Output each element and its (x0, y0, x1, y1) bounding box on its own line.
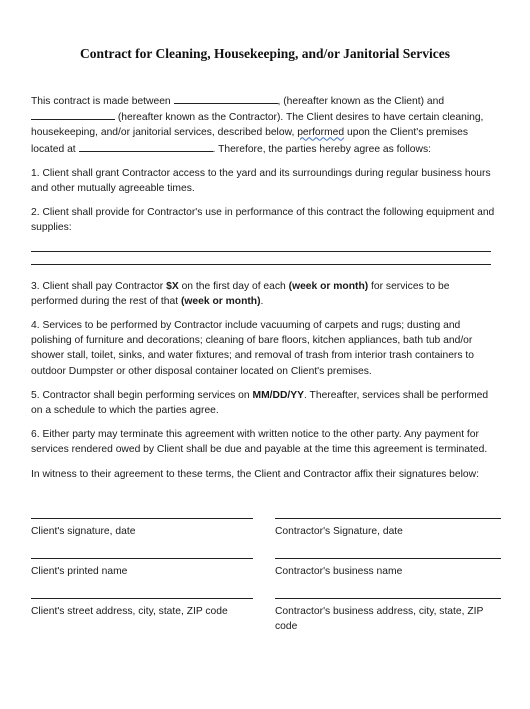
equipment-line[interactable] (31, 252, 491, 265)
intro-paragraph (31, 93, 497, 157)
premises-address-blank[interactable] (79, 141, 213, 152)
intro-text-5: . Therefore, the parties hereby agree as follows: (212, 143, 431, 155)
contractor-name-blank[interactable] (31, 109, 115, 120)
contractor-business-name-field[interactable] (275, 558, 501, 598)
contractor-signature-label: Contractor's Signature, date (275, 526, 403, 537)
name-row (31, 558, 501, 598)
client-address-field[interactable] (31, 598, 253, 638)
clause-2: 2. Client shall provide for Contractor's use in performance of this contract the following equipment and supplies: (31, 207, 495, 234)
client-name-blank[interactable] (174, 93, 278, 104)
witness-paragraph: In witness to their agreement to these terms, the Client and Contractor affix their signatures below: (31, 468, 479, 480)
clause-1: 1. Client shall grant Contractor access to the yard and its surroundings during regular business hours and other mutually agreeable times. (31, 167, 491, 195)
clause-5-text-2: . Thereafter, services shall be performed on a schedule to which the parties agree. (31, 389, 489, 417)
payment-period-2: (week or month) (180, 295, 261, 307)
document-title: Contract for Cleaning, Housekeeping, and/or Janitorial Services (80, 46, 450, 61)
clause-5-text-1: 5. Contractor shall begin performing services on (31, 389, 250, 401)
clause-3-text-3: for services to be performed during the rest of that (31, 280, 450, 307)
client-signature-field[interactable] (31, 518, 253, 558)
equipment-lines (31, 239, 497, 265)
signature-block (31, 518, 501, 638)
client-address-label: Client's street address, city, state, ZIP code (31, 606, 228, 617)
intro-text-1: This contract is made between (31, 96, 171, 107)
clause-3 (31, 279, 497, 309)
intro-text-2: , (hereafter known as the Client) and (277, 96, 445, 107)
payment-amount: $X (166, 280, 179, 292)
client-name-label: Client's printed name (31, 566, 128, 577)
intro-text-3: (hereafter known as the Contractor). The Client desires to have certain cleaning, housekeeping, and/or janitorial services, described below, (31, 112, 484, 139)
contractor-signature-field[interactable] (275, 518, 501, 558)
clause-3-text-1: 3. Client shall pay Contractor (31, 280, 164, 292)
address-row (31, 598, 501, 638)
payment-period-1: (week or month) (288, 280, 369, 292)
equipment-line[interactable] (31, 239, 491, 252)
intro-text-4: upon the Client's premises located at (31, 127, 469, 155)
performed-word: performed (297, 127, 345, 139)
clause-3-text-2: on the first day of each (181, 280, 286, 292)
clause-6: 6. Either party may terminate this agreement with written notice to the other party. Any payment for services rendered owed by Client shall be due and payable at the time this agreement is terminated. (31, 429, 488, 456)
contractor-address-label: Contractor's business address, city, state, ZIP code (275, 606, 484, 632)
clause-3-text-4: . (260, 295, 264, 307)
start-date: MM/DD/YY (252, 389, 305, 401)
signature-row (31, 518, 501, 558)
client-signature-label: Client's signature, date (31, 526, 136, 537)
clause-4: 4. Services to be performed by Contractor include vacuuming of carpets and rugs; dusting and polishing of furniture and decorations; cleaning of bare floors, kitchen appliances, bath tub and/or shower stall, toilet, sinks, and water fixtures; and removal of trash from interior trash containers to outdoor Dumpster or other disposal container located on Client's premises. (31, 320, 474, 377)
contract-body (31, 93, 497, 491)
client-name-field[interactable] (31, 558, 253, 598)
contractor-business-name-label: Contractor's business name (275, 566, 403, 577)
clause-5 (31, 388, 497, 418)
contractor-address-field[interactable] (275, 598, 501, 638)
